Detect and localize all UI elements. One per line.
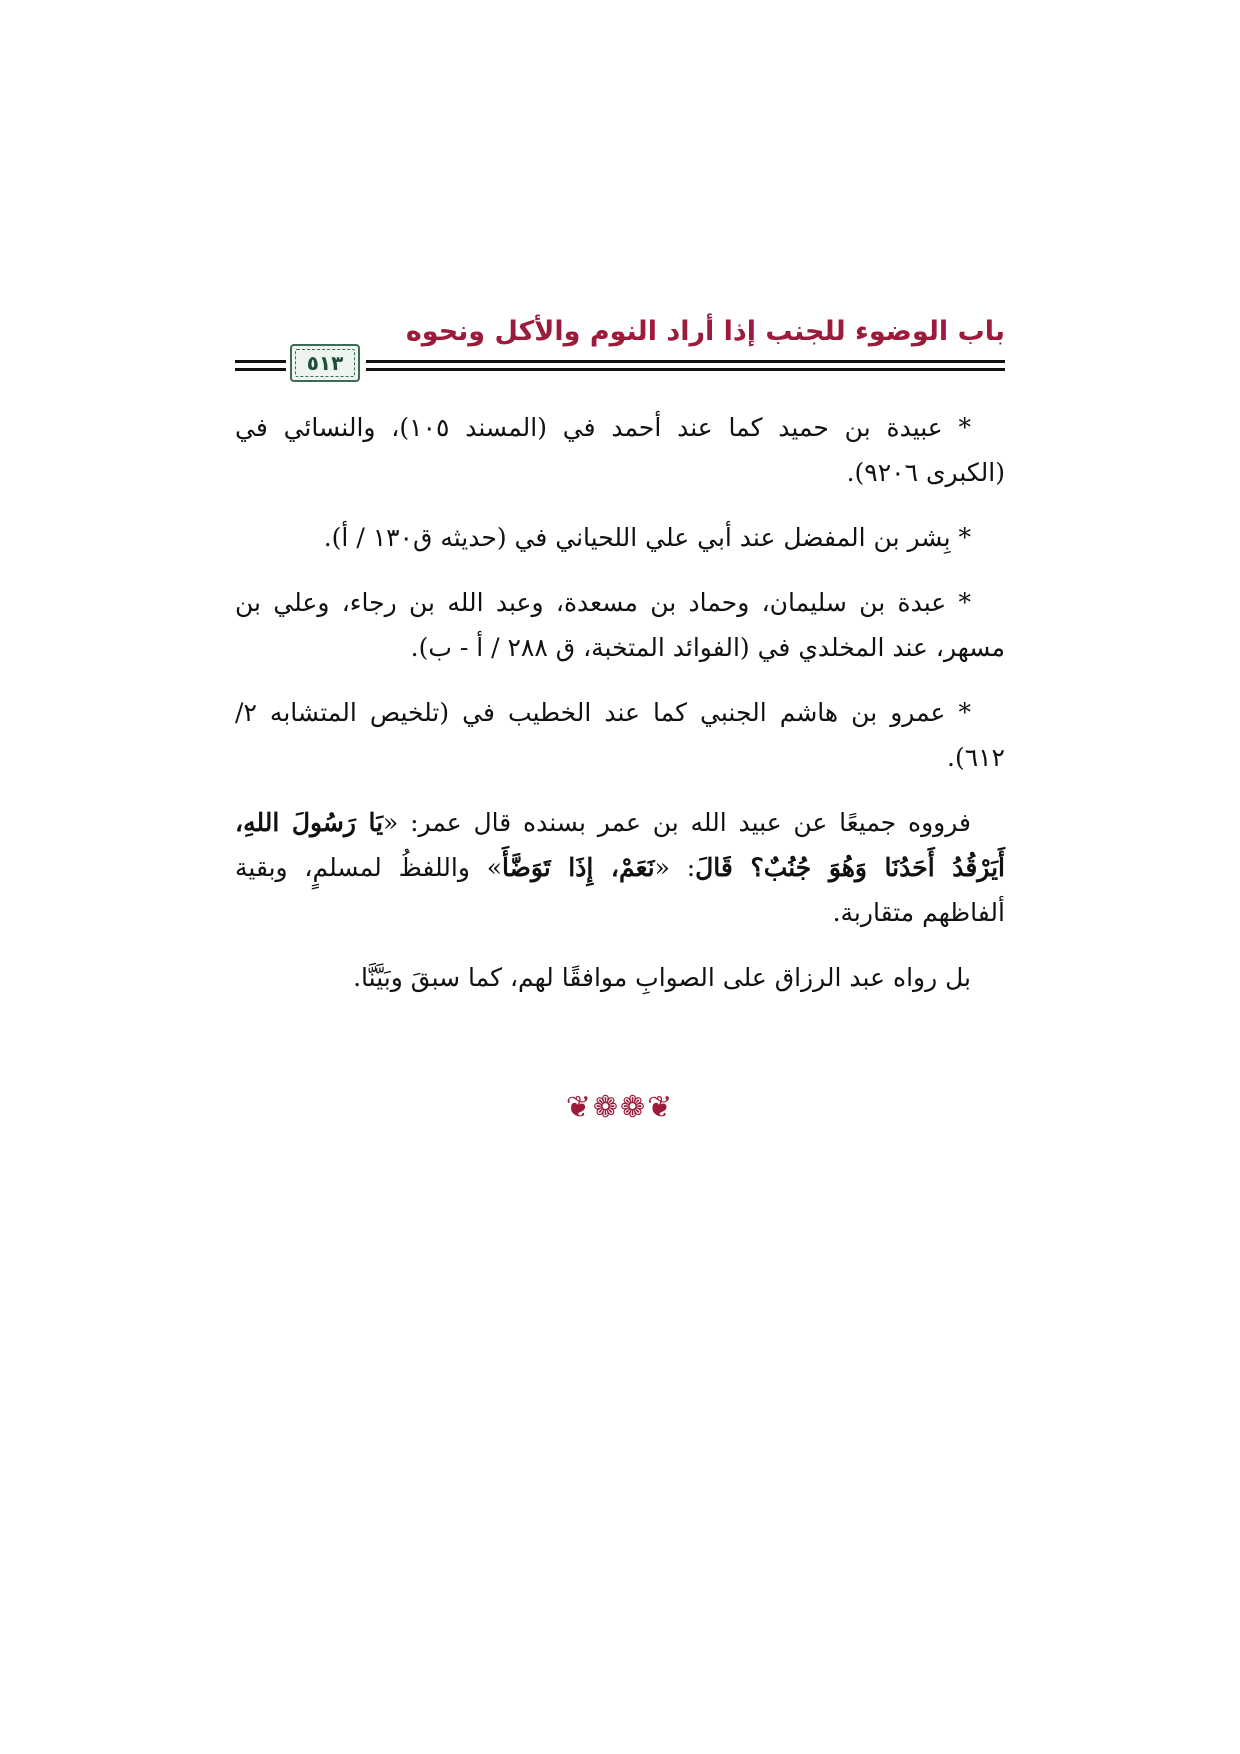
page-body bbox=[235, 405, 1005, 1020]
page-header bbox=[235, 314, 1005, 384]
closing-paragraph: بل رواه عبد الرزاق على الصوابِ موافقًا لهم، كما سبقَ وبَيَّنَّا. bbox=[353, 963, 971, 992]
source-paragraph: * بِشر بن المفضل عند أبي علي اللحياني في (حديثه ق١٣٠ / أ). bbox=[323, 523, 971, 552]
narration-outro: » واللفظُ لمسلمٍ، وبقية ألفاظهم متقاربة. bbox=[235, 853, 1005, 927]
source-paragraph: * عبدة بن سليمان، وحماد بن مسعدة، وعبد الله بن رجاء، وعلي بن مسهر، عند المخلدي في (الفوائد المتخبة، ق ٢٨٨ / أ - ب). bbox=[235, 588, 1005, 662]
chapter-title: باب الوضوء للجنب إذا أراد النوم والأكل ونحوه bbox=[405, 316, 1005, 347]
header-rule bbox=[366, 360, 1005, 363]
source-paragraph: * عمرو بن هاشم الجنبي كما عند الخطيب في (تلخيص المتشابه ٢/ ٦١٢). bbox=[235, 698, 1005, 772]
narration-paragraph bbox=[235, 800, 1005, 935]
header-rule bbox=[235, 368, 286, 371]
section-end-ornament-icon: ❦❁❁❦ bbox=[565, 1090, 675, 1125]
source-paragraph: * عبيدة بن حميد كما عند أحمد في (المسند ١٠٥)، والنسائي في (الكبرى ٩٢٠٦). bbox=[235, 413, 1005, 487]
narration-colon: : « bbox=[654, 853, 696, 882]
page-number: ٥١٣ bbox=[306, 351, 344, 375]
narration-intro: فرووه جميعًا عن عبيد الله بن عمر بسنده قال عمر: « bbox=[383, 808, 971, 837]
hadith-question: يَا رَسُولَ اللهِ، أَيَرْقُدُ أَحَدُنَا وَهُوَ جُنُبٌ؟ قَالَ bbox=[235, 808, 1005, 882]
page-number-frame bbox=[290, 344, 360, 382]
header-rule bbox=[235, 360, 286, 363]
hadith-answer: نَعَمْ، إِذَا تَوَضَّأَ bbox=[502, 853, 655, 882]
header-rule bbox=[366, 368, 1005, 371]
